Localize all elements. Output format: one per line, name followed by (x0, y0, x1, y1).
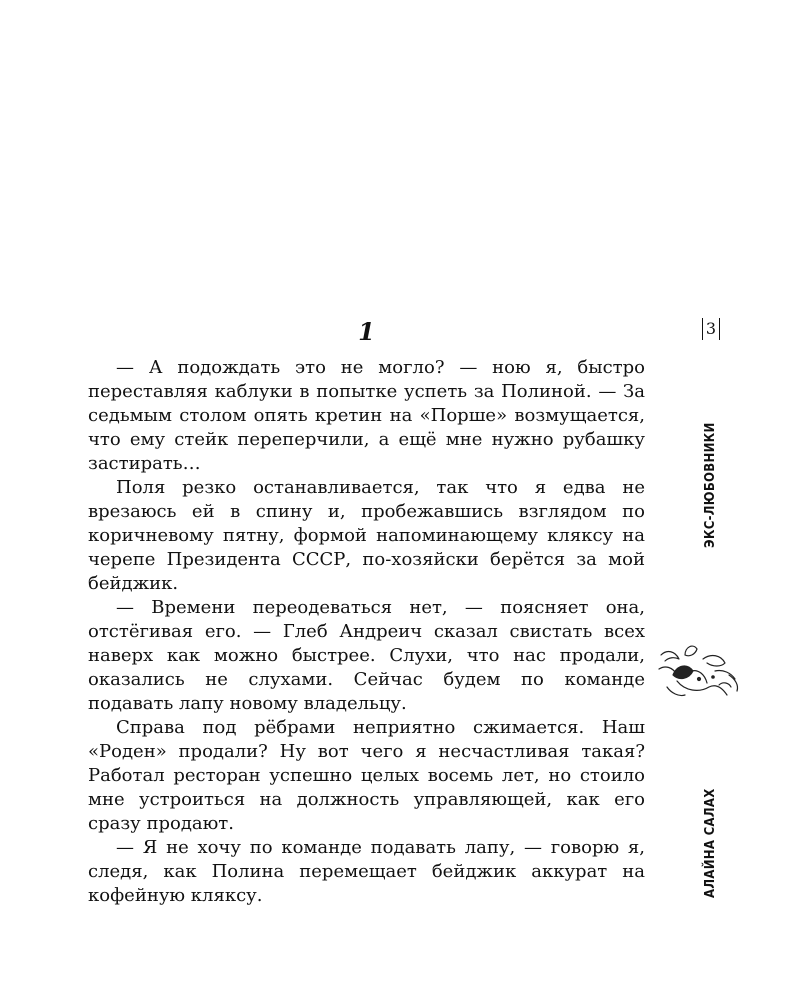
running-title-author: АЛАЙНА САЛАХ (703, 788, 718, 898)
paragraph: Справа под рёбрами неприятно сжимается. Наш «Роден» продали? Ну вот чего я несчастливая такая? Работал ресторан успешно целых восемь лет, но стоило мне устроиться на должность управляющей, как его сразу продают. (88, 717, 645, 834)
paragraph: — Времени переодеваться нет, — поясняет она, отстёгивая его. — Глеб Андреич сказал свистать всех наверх как можно быстрее. Слухи, что нас продали, оказались не слухами. Сейчас будем по команде подавать лапу новому владельцу. (88, 597, 645, 714)
running-title-book: ЭКС-ЛЮБОВНИКИ (703, 422, 718, 548)
paragraph: Поля резко останавливается, так что я едва не врезаюсь ей в спину и, пробежавшись взглядом по коричневому пятну, формой напоминающему кляксу на черепе Президента СССР, по-хозяйски берётся за мой бейджик. (88, 477, 645, 594)
paragraph: — Я не хочу по команде подавать лапу, — говорю я, следя, как Полина перемещает бейджик аккурат на кофейную кляксу. (88, 837, 645, 906)
chapter-text (88, 356, 645, 908)
floral-ornament-icon (655, 635, 743, 707)
chapter-number: 1 (358, 317, 375, 346)
page-number: 3 (702, 318, 720, 340)
paragraph: — А подождать это не могло? — ною я, быстро переставляя каблуки в попытке успеть за Полиной. — За седьмым столом опять кретин на «Порше» возмущается, что ему стейк переперчили, а ещё мне нужно рубашку застирать… (88, 357, 645, 474)
